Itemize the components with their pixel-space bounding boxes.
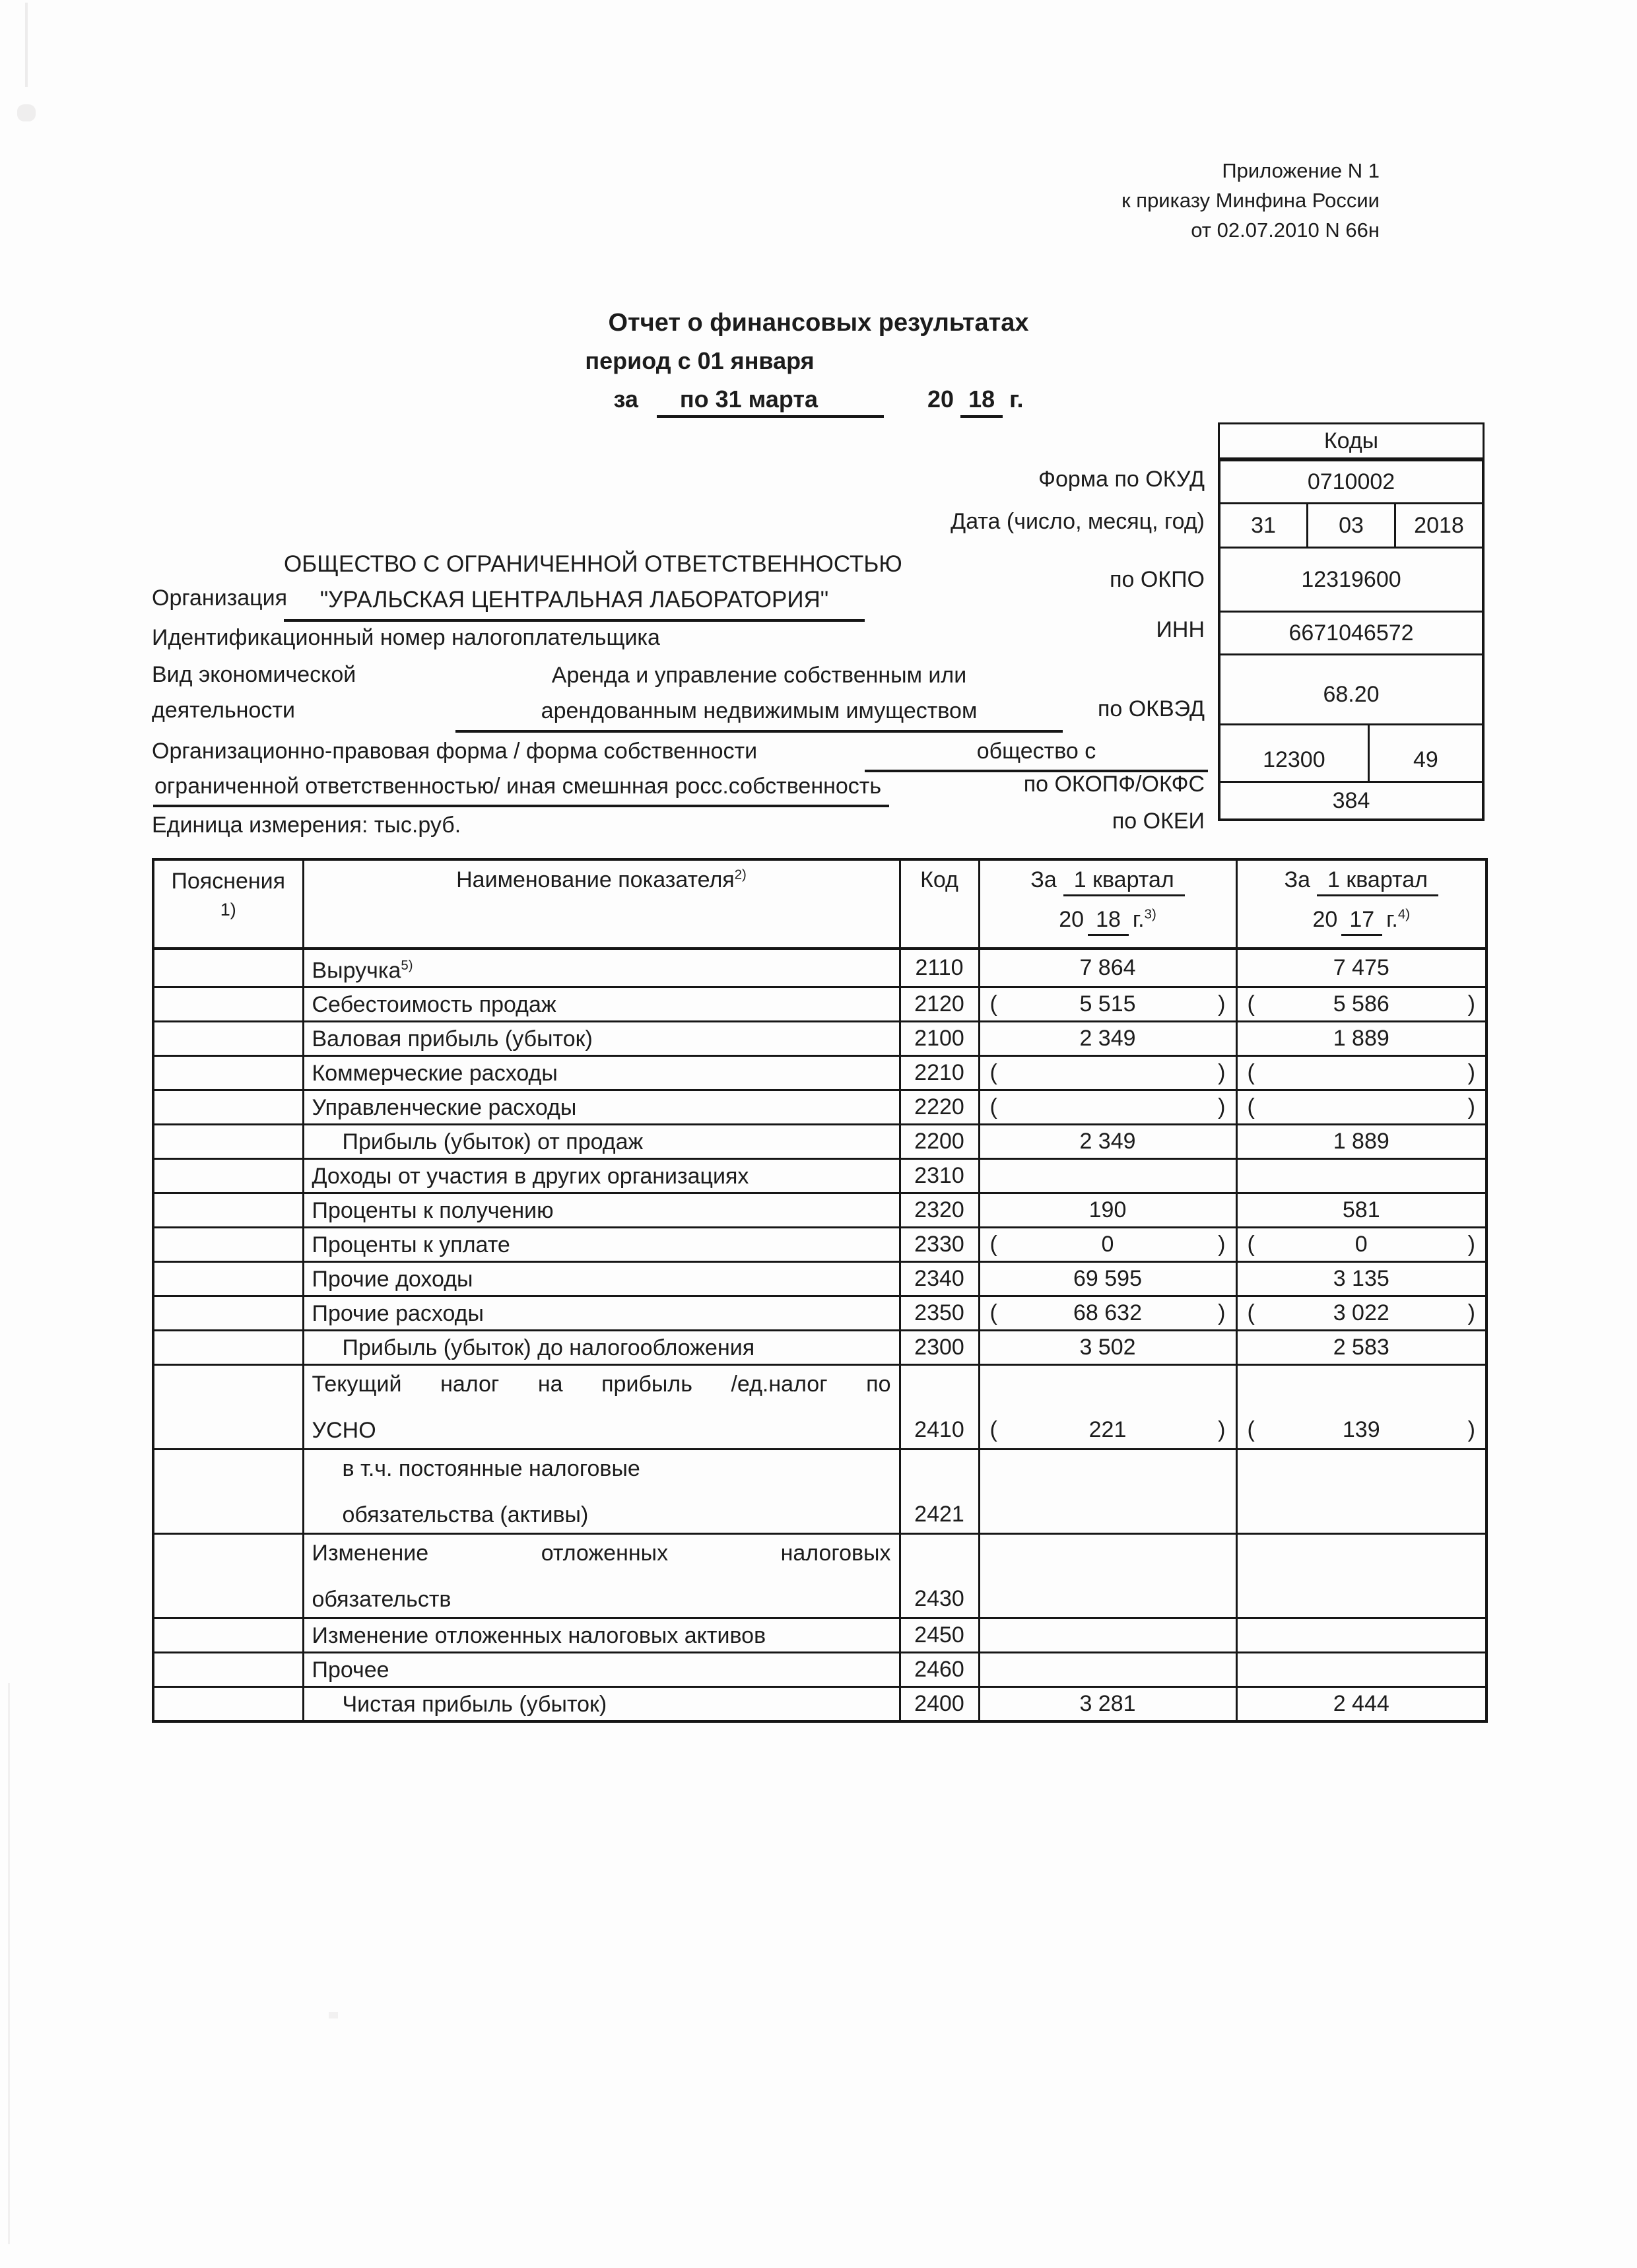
value-2018-cell: 7 864	[979, 949, 1236, 987]
explanation-cell	[153, 1193, 303, 1228]
legal-form-value-2: ограниченной ответственностью/ иная смешнная росс.собственность	[153, 771, 889, 807]
date-year: 2018	[1414, 512, 1464, 538]
value-2018-cell: 190	[979, 1193, 1236, 1228]
explanation-cell	[153, 1090, 303, 1125]
indicator-name-cell	[303, 1159, 900, 1193]
value-2017-cell: ( 5 586 )	[1236, 987, 1487, 1022]
okopf-value: 12300	[1220, 725, 1370, 781]
value-2018-cell: ( 68 632 )	[979, 1296, 1236, 1331]
table-row	[153, 1228, 1487, 1262]
label-activity-1: Вид экономической	[152, 662, 356, 687]
indicator-name-cell	[303, 1618, 900, 1653]
indicator-name-line: Доходы от участия в других организациях	[312, 1163, 749, 1189]
value-2018-cell: ( )	[979, 1090, 1236, 1125]
indicator-name-line: в т.ч. постоянные налоговые	[342, 1455, 640, 1481]
value-2017-cell: ( 3 022 )	[1236, 1296, 1487, 1331]
indicator-name-cell	[303, 1090, 900, 1125]
indicator-name-cell	[303, 1228, 900, 1262]
year-prefix: 20	[927, 385, 954, 413]
row-code-cell: 2120	[900, 987, 979, 1022]
value-2018-cell: 3 502	[979, 1331, 1236, 1365]
header-explanations-sup: 1)	[220, 900, 236, 919]
value-2017-cell: ( 139 )	[1236, 1365, 1487, 1450]
indicator-name-cell	[303, 1365, 900, 1450]
row-code-cell: 2320	[900, 1193, 979, 1228]
value-2017-cell	[1236, 1159, 1487, 1193]
indicator-name-cell	[303, 1056, 900, 1090]
table-row	[153, 1262, 1487, 1296]
indicator-name-line: Валовая прибыль (убыток)	[312, 1026, 593, 1051]
value-2017-cell: 1 889	[1236, 1022, 1487, 1056]
header-explanations-text: Пояснения	[171, 869, 286, 894]
table-row	[153, 1331, 1487, 1365]
value-2017-cell: 3 135	[1236, 1262, 1487, 1296]
value-2017-cell: 2 444	[1236, 1687, 1487, 1721]
value-2017-cell	[1236, 1653, 1487, 1687]
indicator-name-line: Прибыль (убыток) от продаж	[342, 1129, 644, 1154]
indicator-name-line: Проценты к получению	[312, 1197, 554, 1223]
codes-box	[1218, 422, 1485, 821]
value-2018-cell: 69 595	[979, 1262, 1236, 1296]
activity-value-line2: арендованным недвижимым имуществом	[541, 698, 978, 723]
inn-code: 6671046572	[1220, 613, 1482, 655]
table-row	[153, 1125, 1487, 1159]
appendix-line: от 02.07.2010 N 66н	[1191, 218, 1380, 242]
period-prefix: за	[613, 385, 638, 413]
explanation-cell	[153, 1125, 303, 1159]
indicator-name-cell	[303, 1262, 900, 1296]
indicator-name-line: обязательства (активы)	[342, 1502, 589, 1527]
label-activity-2: деятельности	[152, 698, 295, 723]
row-code-cell: 2100	[900, 1022, 979, 1056]
organization-value-line1: ОБЩЕСТВО С ОГРАНИЧЕННОЙ ОТВЕТСТВЕННОСТЬЮ	[284, 551, 902, 577]
value-2018-cell: 2 349	[979, 1022, 1236, 1056]
indicator-name-line: Управленческие расходы	[312, 1094, 577, 1120]
row-code-cell: 2200	[900, 1125, 979, 1159]
label-organization: Организация	[152, 585, 288, 611]
value-2018-cell	[979, 1653, 1236, 1687]
row-code-cell: 2460	[900, 1653, 979, 1687]
indicator-name-line: Прочие расходы	[312, 1300, 484, 1326]
indicator-name-line: Проценты к уплате	[312, 1232, 510, 1257]
table-row	[153, 1653, 1487, 1687]
explanation-cell	[153, 1056, 303, 1090]
table-row	[153, 987, 1487, 1022]
legal-form-value-1: общество с	[865, 735, 1208, 772]
indicator-name-line: Прочие доходы	[312, 1266, 473, 1292]
explanation-cell	[153, 1365, 303, 1450]
value-2017-cell	[1236, 1618, 1487, 1653]
row-code-cell: 2210	[900, 1056, 979, 1090]
row-code-cell: 2310	[900, 1159, 979, 1193]
value-2017-cell: 2 583	[1236, 1331, 1487, 1365]
row-code-cell: 2410	[900, 1365, 979, 1450]
value-2017-cell: 581	[1236, 1193, 1487, 1228]
label-po-okved: по ОКВЭД	[1097, 696, 1205, 721]
label-date: Дата (число, месяц, год)	[951, 509, 1205, 534]
row-code-cell: 2330	[900, 1228, 979, 1262]
codes-header: Коды	[1218, 422, 1485, 459]
explanation-cell	[153, 1450, 303, 1534]
table-row	[153, 1534, 1487, 1618]
label-po-okopf-okfs: по ОКОПФ/ОКФС	[1023, 772, 1205, 797]
row-code-cell: 2450	[900, 1618, 979, 1653]
value-2018-cell	[979, 1534, 1236, 1618]
value-2018-cell: ( 221 )	[979, 1365, 1236, 1450]
explanation-cell	[153, 1262, 303, 1296]
indicator-name-line: УСНО	[312, 1417, 376, 1443]
table-header-row	[153, 859, 1487, 949]
table-row	[153, 1687, 1487, 1721]
value-2018-cell: ( 5 515 )	[979, 987, 1236, 1022]
row-code-cell: 2421	[900, 1450, 979, 1534]
okved-code	[1220, 655, 1482, 725]
explanation-cell	[153, 1296, 303, 1331]
indicator-name-line: Изменение отложенных налоговых	[312, 1540, 891, 1566]
value-2018-cell: 3 281	[979, 1687, 1236, 1721]
organization-value-line2: "УРАЛЬСКАЯ ЦЕНТРАЛЬНАЯ ЛАБОРАТОРИЯ"	[319, 587, 829, 613]
indicator-name-cell	[303, 1193, 900, 1228]
scan-artifact	[8, 1683, 10, 2244]
appendix-line: Приложение N 1	[1222, 159, 1380, 182]
indicator-name-cell	[303, 1534, 900, 1618]
row-code-cell: 2110	[900, 949, 979, 987]
value-2017-cell: 7 475	[1236, 949, 1487, 987]
header-period-2017: За 1 квартал 20 17 г.$^{4)}$	[1236, 859, 1487, 949]
scan-artifact	[329, 2012, 338, 2018]
indicator-name-cell	[303, 949, 900, 987]
indicator-name-cell	[303, 987, 900, 1022]
period-line	[152, 385, 1485, 418]
value-2017-cell: 1 889	[1236, 1125, 1487, 1159]
okved-value: 68.20	[1323, 682, 1380, 707]
value-2018-cell: ( 0 )	[979, 1228, 1236, 1262]
explanation-cell	[153, 1618, 303, 1653]
row-code-cell: 2350	[900, 1296, 979, 1331]
label-po-okei: по ОКЕИ	[1112, 809, 1205, 834]
explanation-cell	[153, 1159, 303, 1193]
document-title: Отчет о финансовых результатах	[608, 309, 1029, 337]
row-code-cell: 2430	[900, 1534, 979, 1618]
explanation-cell	[153, 1687, 303, 1721]
indicator-name-cell	[303, 1687, 900, 1721]
financial-results-table	[152, 858, 1488, 1723]
value-2018-cell	[979, 1450, 1236, 1534]
header-period-2018: За 1 квартал 20 18 г.$^{3)}$	[979, 859, 1236, 949]
value-2018-cell	[979, 1159, 1236, 1193]
indicator-name-line: обязательств	[312, 1586, 451, 1612]
year-value: 18	[960, 385, 1003, 418]
codes-values	[1218, 459, 1485, 821]
label-inn: ИНН	[1156, 617, 1205, 642]
table-row	[153, 1365, 1487, 1450]
table-row	[153, 1159, 1487, 1193]
activity-value-line1: Аренда и управление собственным или	[551, 663, 967, 688]
value-2018-cell	[979, 1618, 1236, 1653]
indicator-name-cell	[303, 1653, 900, 1687]
explanation-cell	[153, 949, 303, 987]
date-code	[1220, 504, 1482, 549]
value-2017-cell: ( 0 )	[1236, 1228, 1487, 1262]
appendix-note	[1121, 156, 1380, 245]
indicator-name-cell	[303, 1022, 900, 1056]
row-code-cell: 2400	[900, 1687, 979, 1721]
label-inn-full: Идентификационный номер налогоплательщика	[152, 625, 660, 650]
value-2017-cell: ( )	[1236, 1056, 1487, 1090]
table-row	[153, 1296, 1487, 1331]
indicator-name-line: Текущий налог на прибыль /ед.налог по	[312, 1371, 891, 1397]
scan-artifact	[17, 104, 36, 121]
explanation-cell	[153, 987, 303, 1022]
organization-value	[284, 547, 902, 622]
date-month: 03	[1308, 504, 1396, 547]
indicator-name-cell	[303, 1125, 900, 1159]
activity-value	[455, 657, 1063, 733]
header-indicator-name: Наименование показателя$^{2)}$	[303, 859, 900, 949]
label-legal-form: Организационно-правовая форма / форма собственности	[152, 739, 758, 764]
okud-code: 0710002	[1220, 461, 1482, 504]
indicator-name-line: Себестоимость продаж	[312, 991, 556, 1017]
table-row	[153, 1450, 1487, 1534]
explanation-cell	[153, 1331, 303, 1365]
header-explanations	[153, 859, 303, 949]
table-row	[153, 1022, 1487, 1056]
explanation-cell	[153, 1022, 303, 1056]
table-body	[153, 949, 1487, 1721]
indicator-name-cell	[303, 1296, 900, 1331]
row-code-cell: 2220	[900, 1090, 979, 1125]
okfs-value: 49	[1413, 747, 1438, 772]
table-row	[153, 1090, 1487, 1125]
row-code-cell: 2340	[900, 1262, 979, 1296]
indicator-name-line: Прочее	[312, 1657, 389, 1683]
value-2018-cell: 2 349	[979, 1125, 1236, 1159]
row-code-cell: 2300	[900, 1331, 979, 1365]
indicator-name-line: Чистая прибыль (убыток)	[342, 1691, 607, 1717]
label-unit: Единица измерения: тыс.руб.	[152, 813, 461, 838]
value-2017-cell: ( )	[1236, 1090, 1487, 1125]
table-row	[153, 1618, 1487, 1653]
explanation-cell	[153, 1534, 303, 1618]
indicator-name-cell	[303, 1331, 900, 1365]
year-suffix: г.	[1009, 385, 1024, 413]
table-row	[153, 1056, 1487, 1090]
okei-code: 384	[1332, 787, 1370, 813]
label-po-okpo: по ОКПО	[1110, 567, 1205, 592]
value-2017-cell	[1236, 1450, 1487, 1534]
table-row	[153, 949, 1487, 987]
indicator-name-line: Изменение отложенных налоговых активов	[312, 1622, 766, 1648]
indicator-name-line: Коммерческие расходы	[312, 1060, 558, 1086]
explanation-cell	[153, 1228, 303, 1262]
document-subtitle: период с 01 января	[585, 347, 815, 374]
okopf-okfs-code	[1220, 725, 1482, 783]
scan-artifact	[25, 3, 28, 87]
date-day: 31	[1220, 504, 1308, 547]
appendix-line: к приказу Минфина России	[1121, 189, 1380, 212]
table-row	[153, 1193, 1487, 1228]
header-code: Код	[900, 859, 979, 949]
indicator-name-line: Прибыль (убыток) до налогообложения	[342, 1335, 755, 1360]
explanation-cell	[153, 1653, 303, 1687]
indicator-name-line: Выручка$^{5)}$	[312, 958, 413, 984]
indicator-name-cell	[303, 1450, 900, 1534]
label-form-okud: Форма по ОКУД	[1038, 467, 1205, 492]
value-2018-cell: ( )	[979, 1056, 1236, 1090]
okpo-code: 12319600	[1220, 549, 1482, 613]
period-value: по 31 марта	[657, 385, 884, 418]
value-2017-cell	[1236, 1534, 1487, 1618]
